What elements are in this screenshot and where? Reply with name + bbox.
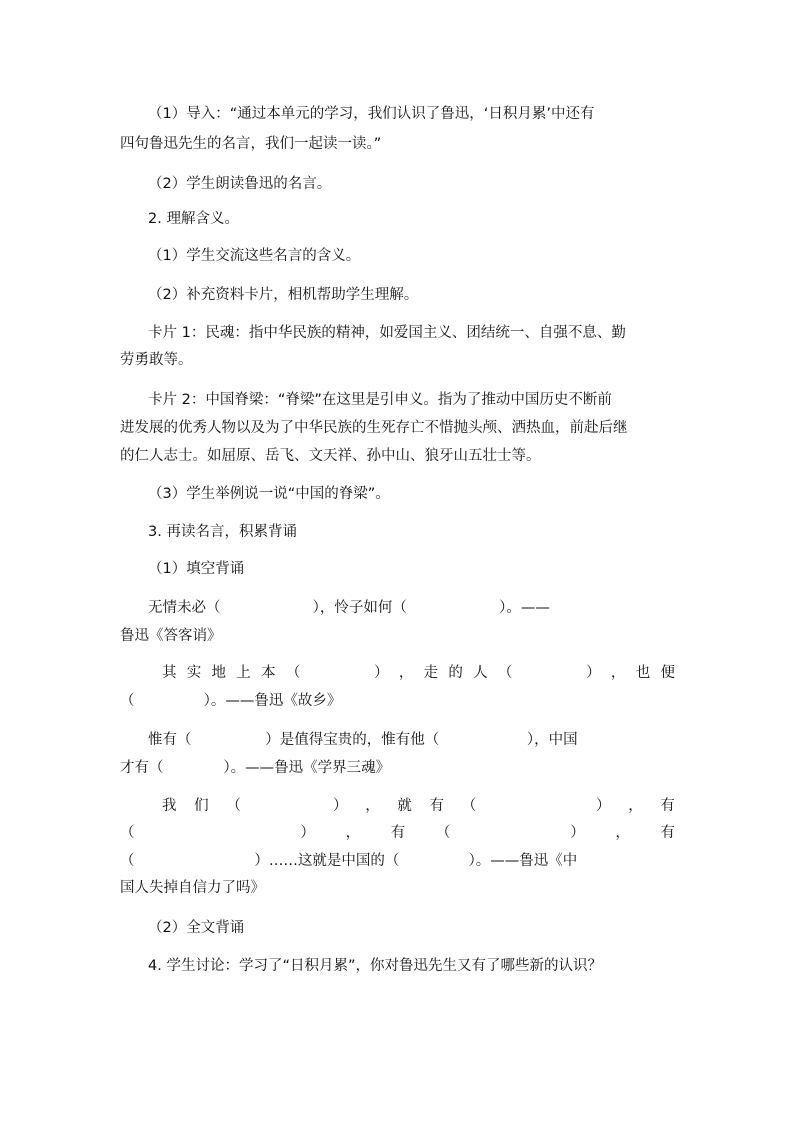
intro-line-1: （1）导入：“通过本单元的学习，我们认识了鲁迅，‘日积月累’中还有 — [148, 106, 595, 122]
quote-4-line-1: 我 们 （ ） ， 就 有 （ ） ， 有 — [162, 798, 675, 814]
quote-1-line-2: 鲁迅《答客诮》 — [120, 628, 222, 644]
card-1-line-2: 劳勇敢等。 — [120, 352, 193, 368]
fill-blank-step: （1）填空背诵 — [148, 561, 245, 577]
quote-2-line-1: 其 实 地 上 本 （ ） ， 走 的 人 （ ） ， 也 便 — [162, 665, 675, 681]
intro-line-2: 四句鲁迅先生的名言，我们一起读一读。” — [120, 136, 382, 152]
discuss-step: （1）学生交流这些名言的含义。 — [148, 248, 361, 264]
example-step: （3）学生举例说一说“中国的脊梁”。 — [148, 486, 390, 502]
section-3-heading: 3. 再读名言，积累背诵 — [148, 524, 297, 540]
card-2-line-3: 的仁人志士。如屈原、岳飞、文天祥、孙中山、狼牙山五壮士等。 — [120, 448, 541, 464]
card-2-line-2: 进发展的优秀人物以及为了中华民族的生死存亡不惜抛头颅、洒热血，前赴后继 — [120, 420, 628, 436]
card-2-line-1: 卡片 2：中国脊梁：“脊梁”在这里是引申义。指为了推动中国历史不断前 — [148, 392, 612, 408]
quote-2-line-2: （ ）。——鲁迅《故乡》 — [120, 693, 342, 709]
quote-4-line-2: （ ） ， 有 （ ） ， 有 — [120, 825, 675, 841]
read-aloud-step: （2）学生朗读鲁迅的名言。 — [148, 176, 332, 192]
quote-1-line-1: 无情未必（ ），怜子如何（ ）。—— — [148, 600, 550, 616]
quote-4-line-3: （ ）……这就是中国的（ ）。——鲁迅《中 — [120, 853, 578, 869]
section-4-heading: 4. 学生讨论：学习了“日积月累”，你对鲁迅先生又有了哪些新的认识？ — [148, 958, 602, 974]
quote-3-line-2: 才有（ ）。——鲁迅《学界三魂》 — [120, 760, 391, 776]
card-supplement-step: （2）补充资料卡片，相机帮助学生理解。 — [148, 287, 419, 303]
card-1-line-1: 卡片 1：民魂：指中华民族的精神，如爱国主义、团结统一、自强不息、勤 — [148, 325, 626, 341]
quote-4-line-4: 国人失掉自信力了吗》 — [120, 880, 265, 896]
recite-step: （2）全文背诵 — [148, 920, 245, 936]
section-2-heading: 2. 理解含义。 — [148, 211, 239, 227]
quote-3-line-1: 惟有（ ）是值得宝贵的，惟有他（ ），中国 — [148, 732, 578, 748]
